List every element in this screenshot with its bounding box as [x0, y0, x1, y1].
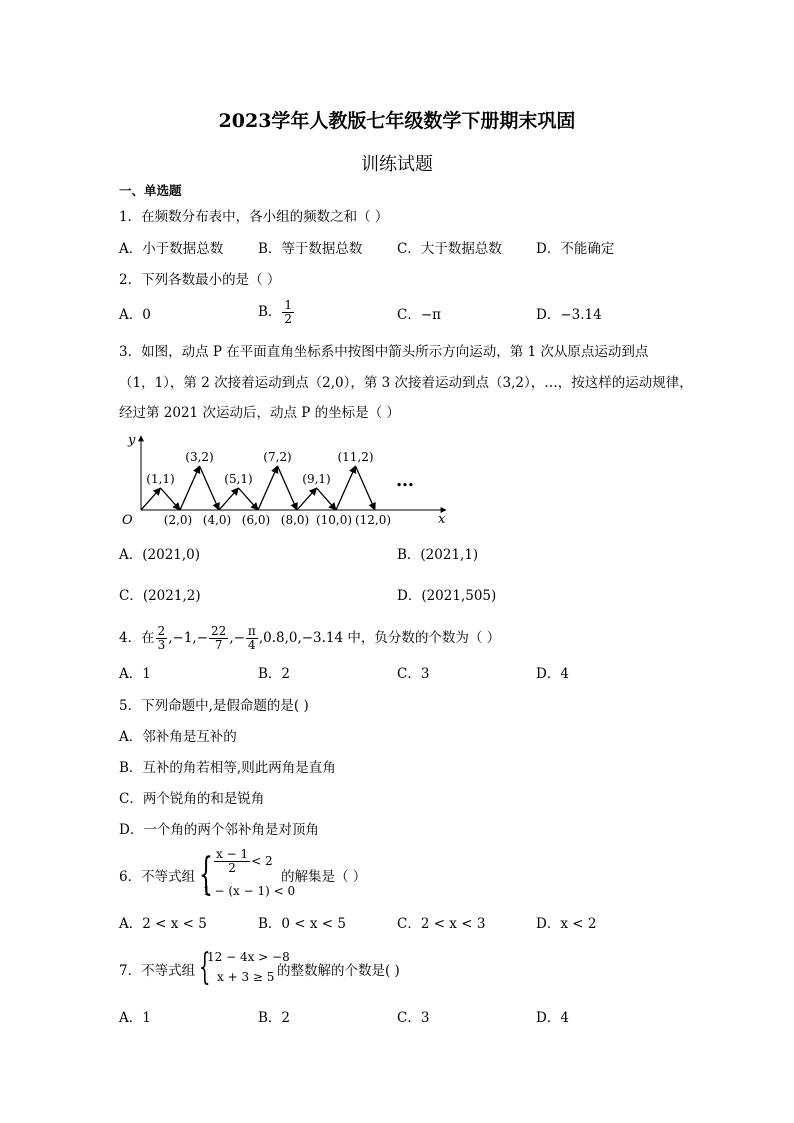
q6-row2: 1 − (x − 1) < 0 — [203, 884, 296, 898]
q3-stem-line1: 3．如图，动点 P 在平面直角坐标系中按图中箭头所示方向运动，第 1 次从原点运动到点 — [119, 344, 649, 360]
bottom-point-label: (2,0) — [163, 513, 193, 527]
origin-label: O — [122, 513, 133, 528]
bottom-point-label: (4,0) — [202, 513, 232, 527]
zigzag-path — [141, 466, 375, 510]
zigzag-segment — [219, 488, 239, 510]
q2-option-d: D．−3.14 — [536, 307, 602, 323]
fraction-denominator: 2 — [228, 861, 236, 875]
doc-subtitle: 训练试题 — [361, 154, 433, 175]
q2-option-a: A．0 — [119, 307, 151, 323]
zigzag-segment — [161, 488, 181, 510]
zigzag-segment — [317, 488, 337, 510]
top-point-label: (1,1) — [146, 472, 175, 486]
zigzag-segment — [180, 466, 200, 510]
bottom-point-labels — [164, 513, 391, 527]
doc-title: 2023学年人教版七年级数学下册期末巩固 — [218, 110, 576, 132]
zigzag-segment — [336, 466, 356, 510]
q1-option-a: A．小于数据总数 — [119, 241, 224, 257]
q2-fraction-half — [282, 299, 294, 326]
q5-option-a: A．邻补角是互补的 — [119, 729, 237, 745]
q3-zigzag-figure — [114, 430, 454, 530]
bottom-point-label: (6,0) — [241, 513, 271, 527]
q4-option-b: B．2 — [258, 666, 291, 682]
zigzag-segment — [141, 488, 161, 510]
q6-suffix: 的解集是（ ） — [281, 869, 367, 885]
q7-row1: 12 − 4x > −8 — [207, 950, 290, 964]
q5-option-c: C．两个锐角的和是锐角 — [119, 791, 265, 807]
top-point-label: (9,1) — [302, 472, 331, 486]
q4-stem — [119, 619, 500, 657]
bottom-point-label: (12,0) — [354, 513, 392, 527]
zigzag-segment — [356, 466, 376, 510]
top-point-label: (3,2) — [185, 450, 214, 464]
q7-suffix: 的整数解的个数是( ) — [277, 963, 400, 979]
q7-brace: { — [199, 947, 211, 988]
q5-option-b: B．互补的角若相等,则此两角是直角 — [119, 760, 336, 776]
q4-prefix: 4．在 — [119, 630, 155, 646]
q5-stem: 5．下列命题中,是假命题的是( ) — [119, 698, 309, 714]
x-axis-label: x — [438, 512, 446, 527]
q7-option-a: A．1 — [119, 1010, 151, 1026]
zigzag-segment — [258, 466, 278, 510]
q6-prefix: 6．不等式组 — [119, 869, 196, 885]
q3-option-a: A．(2021,0) — [119, 547, 201, 563]
q6-option-d: D．x < 2 — [536, 916, 597, 932]
zigzag-segment — [278, 466, 298, 510]
q4-fraction-3 — [246, 625, 258, 652]
q7-row2: x + 3 ≥ 5 — [217, 970, 275, 984]
q7-option-d: D．4 — [536, 1010, 569, 1026]
q2-option-c: C．−π — [397, 307, 442, 323]
q4-option-a: A．1 — [119, 666, 151, 682]
zigzag-segment — [239, 488, 259, 510]
q4-mid1: ,−1,− — [168, 630, 209, 646]
q6-option-c: C．2 < x < 3 — [397, 916, 486, 932]
q6-row1-fraction — [214, 848, 250, 875]
q6-row1-relation: < 2 — [251, 854, 273, 868]
q7-prefix: 7．不等式组 — [119, 963, 196, 979]
q5-option-d: D．一个角的两个邻补角是对顶角 — [119, 822, 319, 838]
q6-brace: { — [199, 849, 213, 900]
q2-stem: 2．下列各数最小的是（ ） — [119, 272, 281, 288]
fraction-denominator: 2 — [284, 312, 293, 326]
top-point-labels — [146, 450, 373, 486]
top-point-label: (5,1) — [224, 472, 253, 486]
q4-suffix: ,0.8̇,0,−3.14 中，负分数的个数为（ ） — [258, 630, 501, 646]
q1-stem: 1．在频数分布表中，各小组的频数之和（ ） — [119, 209, 389, 225]
fraction-numerator: 1 — [284, 298, 293, 312]
top-point-label: (11,2) — [337, 450, 374, 464]
q1-option-d: D．不能确定 — [536, 241, 615, 257]
fraction-denominator: 4 — [248, 638, 256, 652]
q3-option-c: C．(2021,2) — [119, 588, 201, 604]
q6-row1 — [213, 848, 273, 875]
q3-option-b: B．(2021,1) — [397, 547, 479, 563]
q6-option-a: A．2 < x < 5 — [119, 916, 207, 932]
fraction-numerator: 2 — [157, 624, 166, 638]
section-heading: 一、单选题 — [119, 183, 182, 198]
q4-option-d: D．4 — [536, 666, 569, 682]
fraction-denominator: 7 — [214, 638, 223, 652]
q4-option-c: C．3 — [397, 666, 430, 682]
bottom-point-label: (10,0) — [315, 513, 353, 527]
q7-option-b: B．2 — [258, 1010, 291, 1026]
q4-mid2: ,− — [229, 630, 245, 646]
fraction-numerator: x − 1 — [216, 847, 249, 861]
q4-fraction-1 — [156, 625, 168, 652]
q6-system — [199, 846, 296, 906]
q7-system — [199, 947, 290, 992]
zigzag-segment — [200, 466, 220, 510]
fraction-numerator: π — [247, 624, 256, 638]
q2-option-b — [258, 299, 295, 326]
q7-option-c: C．3 — [397, 1010, 430, 1026]
q1-option-b: B．等于数据总数 — [258, 241, 363, 257]
q3-stem-line2: （1，1），第 2 次接着运动到点（2,0），第 3 次接着运动到点（3,2），…，按这样的运动规律， — [119, 375, 693, 391]
q3-option-d: D．(2021,505) — [397, 588, 497, 604]
zigzag-segment — [297, 488, 317, 510]
figure-ellipsis: … — [396, 470, 414, 491]
bottom-point-label: (8,0) — [280, 513, 310, 527]
y-axis-label: y — [128, 433, 136, 448]
top-point-label: (7,2) — [263, 450, 292, 464]
q3-stem-line3: 经过第 2021 次运动后，动点 P 的坐标是（ ） — [119, 405, 400, 421]
fraction-denominator: 3 — [157, 638, 166, 652]
q2-option-b-label: B． — [258, 304, 282, 320]
q1-option-c: C．大于数据总数 — [397, 241, 502, 257]
q4-fraction-2 — [209, 625, 228, 652]
q6-option-b: B．0 < x < 5 — [258, 916, 347, 932]
fraction-numerator: 22 — [211, 624, 227, 638]
